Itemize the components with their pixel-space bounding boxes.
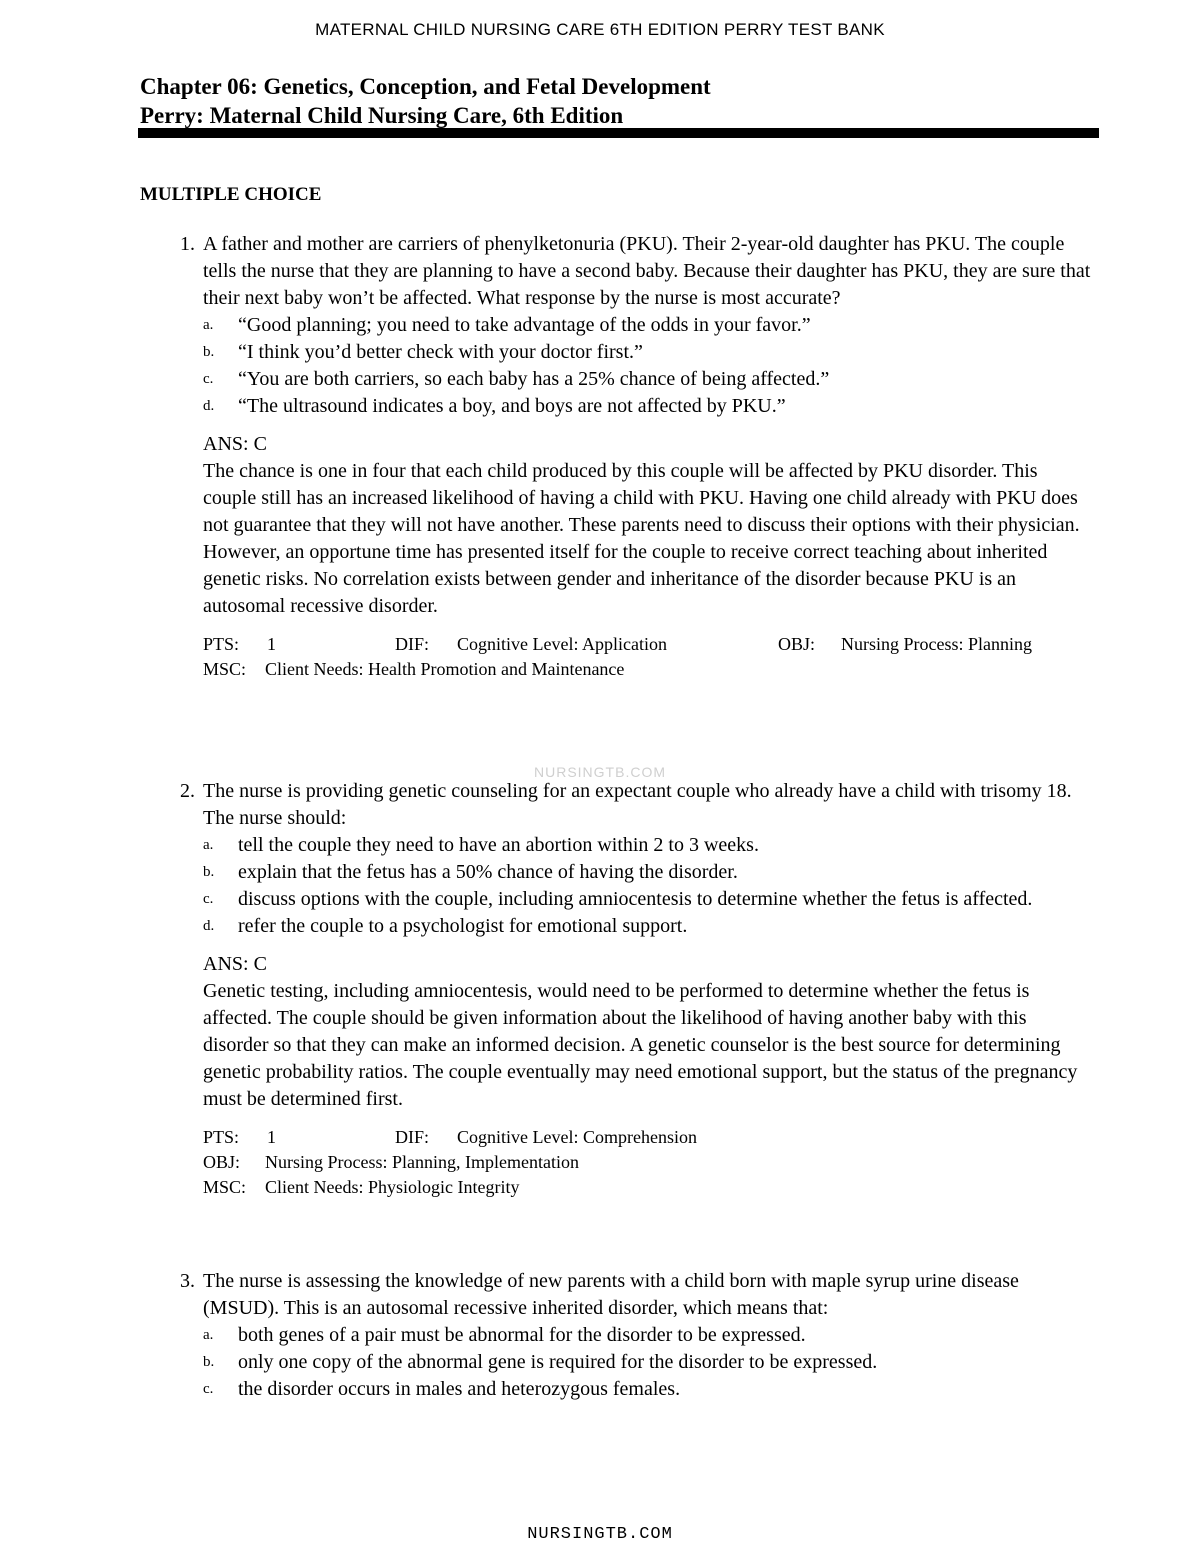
option-c [203, 1376, 1095, 1403]
option-letter: c. [203, 371, 214, 387]
question-number: 3. [180, 1270, 195, 1292]
option-a [203, 312, 1095, 339]
pts-label: PTS: [203, 1127, 240, 1147]
question-number: 2. [180, 780, 195, 802]
option-letter: a. [203, 1327, 214, 1343]
question-stem: The nurse is assessing the knowledge of new parents with a child born with maple syrup urine disease (MSUD). This is an autosomal recessive inherited disorder, which means that: [203, 1270, 1019, 1319]
option-letter: d. [203, 918, 215, 934]
question-stem: A father and mother are carriers of phenylketonuria (PKU). Their 2-year-old daughter has PKU. The couple tells the nurse that they are planning to have a second baby. Because their daughter has PKU, they are sure that their next baby won’t be affected. What response by the nurse is most accurate? [203, 233, 1091, 309]
msc-label: MSC: [203, 659, 247, 679]
pts-value: 1 [267, 1127, 276, 1147]
obj-label: OBJ: [203, 1152, 241, 1172]
option-text: “You are both carriers, so each baby has a 25% chance of being affected.” [238, 368, 830, 390]
answer-line: ANS: C [203, 953, 267, 975]
msc-value: Client Needs: Physiologic Integrity [265, 1177, 520, 1197]
option-letter: d. [203, 398, 215, 414]
option-c [203, 366, 1095, 393]
section-heading: MULTIPLE CHOICE [140, 184, 322, 205]
title-rule [138, 128, 1099, 138]
dif-label: DIF: [395, 634, 430, 654]
option-a [203, 1322, 1095, 1349]
page-footer: NURSINGTB.COM [527, 1525, 673, 1544]
dif-value: Cognitive Level: Application [457, 634, 667, 654]
msc-value: Client Needs: Health Promotion and Maintenance [265, 659, 625, 679]
option-text: “The ultrasound indicates a boy, and boys are not affected by PKU.” [238, 395, 786, 417]
question-3 [140, 1268, 1095, 1403]
option-text: tell the couple they need to have an abortion within 2 to 3 weeks. [238, 834, 759, 856]
option-text: “Good planning; you need to take advantage of the odds in your favor.” [238, 314, 811, 336]
chapter-heading [140, 72, 1100, 130]
question-metadata [203, 632, 1095, 682]
option-a [203, 832, 1095, 859]
option-letter: b. [203, 864, 215, 880]
option-letter: b. [203, 1354, 215, 1370]
option-d [203, 913, 1095, 940]
option-text: both genes of a pair must be abnormal for the disorder to be expressed. [238, 1324, 806, 1346]
question-1 [140, 231, 1095, 682]
dif-label: DIF: [395, 1127, 430, 1147]
option-b [203, 859, 1095, 886]
dif-value: Cognitive Level: Comprehension [457, 1127, 697, 1147]
question-number: 1. [180, 233, 195, 255]
option-text: the disorder occurs in males and heterozygous females. [238, 1378, 681, 1400]
chapter-title: Chapter 06: Genetics, Conception, and Fetal Development [140, 74, 711, 99]
option-text: “I think you’d better check with your doctor first.” [238, 341, 643, 363]
question-stem: The nurse is providing genetic counseling for an expectant couple who already have a child with trisomy 18. The nurse should: [203, 780, 1072, 829]
option-letter: c. [203, 1381, 214, 1397]
option-d [203, 393, 1095, 420]
question-2 [140, 778, 1095, 1200]
obj-label: OBJ: [778, 634, 816, 654]
question-metadata [203, 1125, 1095, 1200]
option-b [203, 1349, 1095, 1376]
pts-label: PTS: [203, 634, 240, 654]
pts-value: 1 [267, 634, 276, 654]
book-title: Perry: Maternal Child Nursing Care, 6th Edition [140, 103, 624, 128]
watermark: NURSINGTB.COM [534, 764, 666, 780]
option-c [203, 886, 1095, 913]
option-text: refer the couple to a psychologist for emotional support. [238, 915, 688, 937]
rationale-text: Genetic testing, including amniocentesis, would need to be performed to determine whether the fetus is affected. The couple should be given information about the likelihood of having another baby with this disorder so that they can make an informed decision. A genetic counselor is the best source for determining genetic probability ratios. The couple eventually may need emotional support, but the status of the pregnancy must be determined first. [203, 980, 1078, 1110]
option-letter: a. [203, 317, 214, 333]
running-header: MATERNAL CHILD NURSING CARE 6TH EDITION PERRY TEST BANK [315, 20, 885, 39]
option-text: explain that the fetus has a 50% chance of having the disorder. [238, 861, 738, 883]
option-letter: c. [203, 891, 214, 907]
msc-label: MSC: [203, 1177, 247, 1197]
option-text: discuss options with the couple, including amniocentesis to determine whether the fetus is affected. [238, 888, 1033, 910]
answer-line: ANS: C [203, 433, 267, 455]
obj-value: Nursing Process: Planning, Implementation [265, 1152, 579, 1172]
obj-value: Nursing Process: Planning [841, 634, 1032, 654]
option-b [203, 339, 1095, 366]
rationale-text: The chance is one in four that each child produced by this couple will be affected by PKU disorder. This couple still has an increased likelihood of having a child with PKU. Having one child already with PKU does not guarantee that they will not have another. These parents need to discuss their options with their physician. However, an opportune time has presented itself for the couple to receive correct teaching about inherited genetic risks. No correlation exists between gender and inheritance of the disorder because PKU is an autosomal recessive disorder. [203, 460, 1080, 617]
option-letter: a. [203, 837, 214, 853]
option-letter: b. [203, 344, 215, 360]
option-text: only one copy of the abnormal gene is required for the disorder to be expressed. [238, 1351, 878, 1373]
